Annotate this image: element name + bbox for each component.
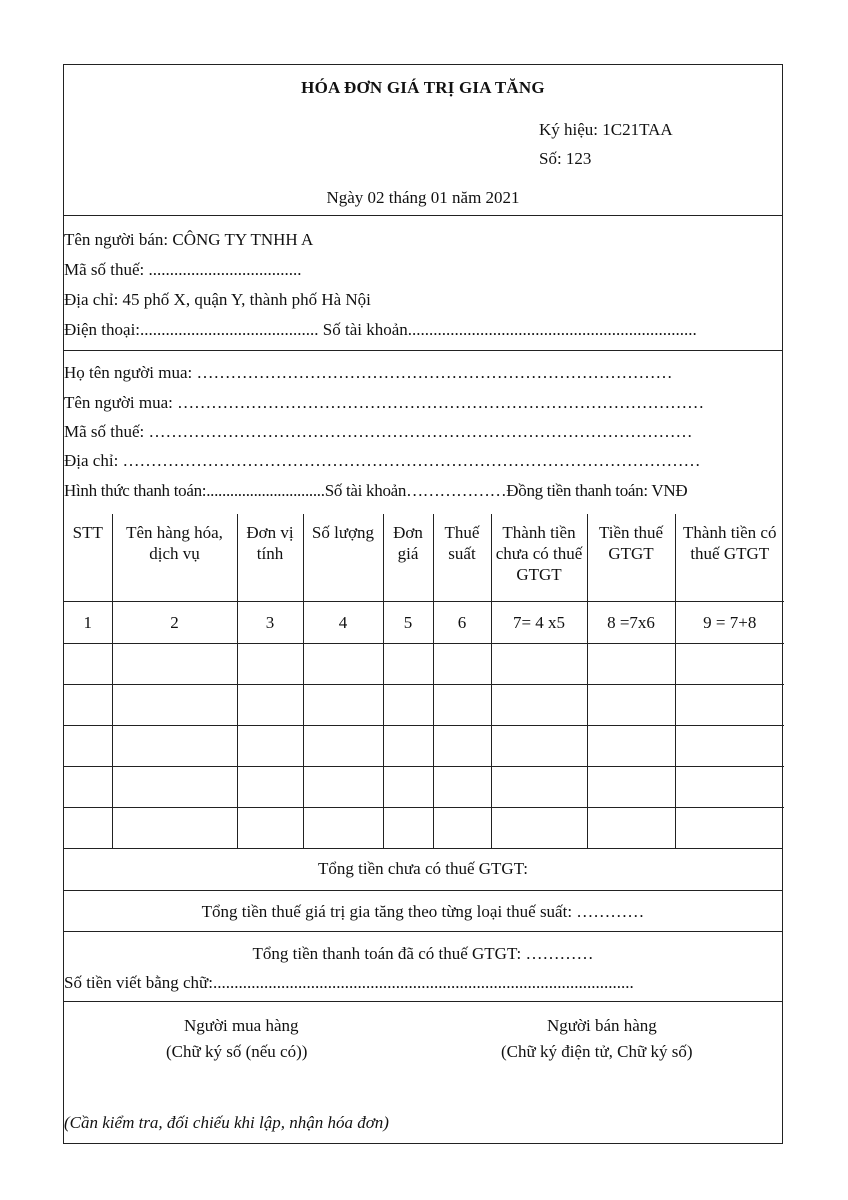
index-cell: 4 (303, 601, 383, 643)
header-stt: STT (64, 514, 112, 601)
table-cell[interactable] (491, 725, 587, 766)
table-cell[interactable] (433, 807, 491, 848)
table-header-row (64, 514, 784, 601)
index-cell: 5 (383, 601, 433, 643)
table-cell[interactable] (491, 807, 587, 848)
seller-phone-account: Điện thoại:.......................................... Số tài khoản.................................................................... (64, 320, 697, 339)
header-vat-amount: Tiền thuế GTGT (587, 514, 675, 601)
table-cell[interactable] (587, 643, 675, 684)
table-row (64, 725, 784, 766)
seller-signature-title: Người bán hàng (547, 1016, 657, 1035)
table-cell[interactable] (675, 807, 784, 848)
table-cell[interactable] (237, 807, 303, 848)
table-cell[interactable] (383, 807, 433, 848)
items-table (64, 514, 784, 848)
table-cell[interactable] (303, 643, 383, 684)
seller-address: Địa chỉ: 45 phố X, quận Y, thành phố Hà Nội (64, 290, 371, 309)
buyer-address: Địa chỉ: ………………………………………………………………………………………… (64, 451, 701, 470)
invoice-title: HÓA ĐƠN GIÁ TRỊ GIA TĂNG (301, 78, 545, 97)
table-cell[interactable] (383, 684, 433, 725)
buyer-payment: Hình thức thanh toán:..............................Số tài khoản………………Đồng tiền thanh toán: VNĐ (64, 481, 688, 500)
table-cell[interactable] (675, 684, 784, 725)
table-cell[interactable] (64, 684, 112, 725)
table-cell[interactable] (303, 807, 383, 848)
header-tax-rate: Thuế suất (433, 514, 491, 601)
index-cell: 9 = 7+8 (675, 601, 784, 643)
invoice-number: Số: 123 (539, 149, 592, 168)
table-cell[interactable] (112, 807, 237, 848)
table-row (64, 807, 784, 848)
table-cell[interactable] (491, 684, 587, 725)
table-cell[interactable] (675, 766, 784, 807)
table-cell[interactable] (237, 766, 303, 807)
grand-total-section (64, 932, 782, 1002)
buyer-name: Tên người mua: ………………………………………………………………………………… (64, 393, 705, 412)
table-cell[interactable] (303, 766, 383, 807)
table-cell[interactable] (675, 725, 784, 766)
header-amount-before-tax: Thành tiền chưa có thuế GTGT (491, 514, 587, 601)
table-cell[interactable] (587, 684, 675, 725)
table-cell[interactable] (237, 643, 303, 684)
table-cell[interactable] (433, 725, 491, 766)
table-cell[interactable] (303, 684, 383, 725)
table-row (64, 643, 784, 684)
header-unit-price: Đơn giá (383, 514, 433, 601)
seller-tax-code: Mã số thuế: .................................... (64, 260, 302, 279)
buyer-signature-title: Người mua hàng (184, 1016, 299, 1035)
header-quantity: Số lượng (303, 514, 383, 601)
invoice-date: Ngày 02 tháng 01 năm 2021 (326, 188, 520, 207)
index-cell: 6 (433, 601, 491, 643)
buyer-section (64, 351, 782, 514)
seller-name: Tên người bán: CÔNG TY TNHH A (64, 230, 314, 249)
buyer-tax-code: Mã số thuế: …………………………………………………………………………………… (64, 422, 693, 441)
footer-note: (Cần kiểm tra, đối chiếu khi lập, nhận hóa đơn) (64, 1113, 389, 1132)
table-cell[interactable] (587, 807, 675, 848)
table-cell[interactable] (64, 643, 112, 684)
table-cell[interactable] (112, 766, 237, 807)
invoice-symbol: Ký hiệu: 1C21TAA (539, 120, 673, 139)
header-unit: Đơn vị tính (237, 514, 303, 601)
invoice-page (63, 64, 783, 1144)
index-cell: 2 (112, 601, 237, 643)
table-cell[interactable] (433, 684, 491, 725)
seller-section (64, 216, 782, 351)
table-row (64, 766, 784, 807)
invoice-header (64, 65, 782, 216)
amount-in-words: Số tiền viết bằng chữ:................................................................................................... (64, 973, 634, 992)
vat-total-section (64, 891, 782, 932)
subtotal-label: Tổng tiền chưa có thuế GTGT: (318, 859, 528, 878)
buyer-full-name: Họ tên người mua: ………………………………………………………………………… (64, 363, 673, 382)
table-cell[interactable] (587, 725, 675, 766)
grand-total-label: Tổng tiền thanh toán đã có thuế GTGT: ………… (252, 944, 594, 963)
table-cell[interactable] (237, 725, 303, 766)
table-cell[interactable] (64, 725, 112, 766)
signature-section (64, 1002, 782, 1145)
table-cell[interactable] (433, 643, 491, 684)
header-amount-with-tax: Thành tiền có thuế GTGT (675, 514, 784, 601)
table-cell[interactable] (383, 725, 433, 766)
table-index-row (64, 601, 784, 643)
buyer-signature-note: (Chữ ký số (nếu có)) (166, 1042, 308, 1061)
index-cell: 1 (64, 601, 112, 643)
index-cell: 8 =7x6 (587, 601, 675, 643)
index-cell: 7= 4 x5 (491, 601, 587, 643)
items-table-section (64, 514, 782, 849)
subtotal-section (64, 849, 782, 891)
table-cell[interactable] (433, 766, 491, 807)
table-cell[interactable] (383, 766, 433, 807)
seller-signature-note: (Chữ ký điện tử, Chữ ký số) (501, 1042, 693, 1061)
table-cell[interactable] (237, 684, 303, 725)
table-cell[interactable] (64, 807, 112, 848)
table-cell[interactable] (587, 766, 675, 807)
table-cell[interactable] (303, 725, 383, 766)
index-cell: 3 (237, 601, 303, 643)
table-cell[interactable] (64, 766, 112, 807)
table-cell[interactable] (491, 766, 587, 807)
table-cell[interactable] (675, 643, 784, 684)
table-row (64, 684, 784, 725)
table-cell[interactable] (491, 643, 587, 684)
table-cell[interactable] (112, 643, 237, 684)
vat-total-label: Tổng tiền thuế giá trị gia tăng theo từng loại thuế suất: ………… (201, 902, 645, 921)
table-cell[interactable] (112, 684, 237, 725)
table-cell[interactable] (112, 725, 237, 766)
header-item-name: Tên hàng hóa, dịch vụ (112, 514, 237, 601)
table-cell[interactable] (383, 643, 433, 684)
